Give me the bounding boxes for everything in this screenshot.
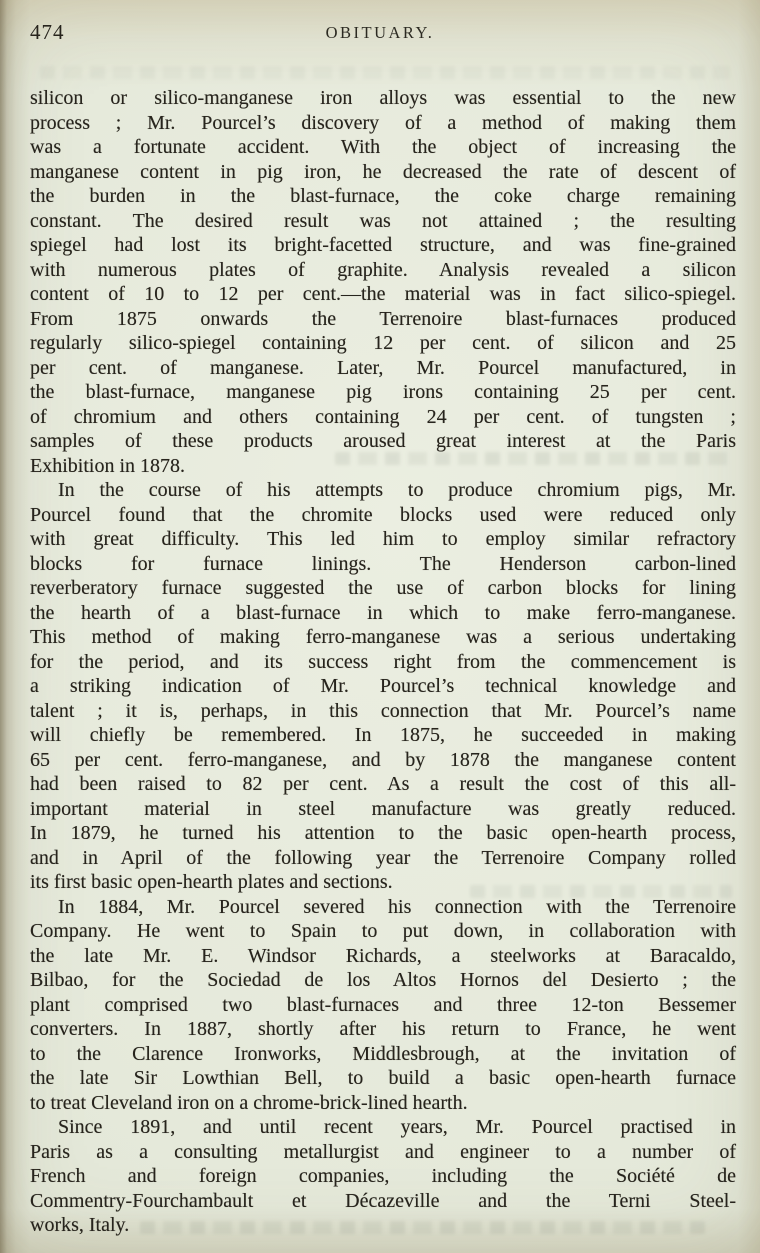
text-line: regularly silico-spiegel containing 12 per cent. of silicon and 25 <box>30 332 736 354</box>
page-number: 474 <box>30 20 65 44</box>
show-through-text <box>40 66 730 79</box>
paragraph <box>30 86 736 478</box>
text-line: converters. In 1887, shortly after his return to France, he went <box>30 1018 736 1040</box>
text-line: Commentry-Fourchambault et Décazeville and the Terni Steel- <box>30 1189 736 1212</box>
text-line: manganese content in pig iron, he decreased the rate of descent of <box>30 160 736 183</box>
text-line: its first basic open-hearth plates and sections. <box>30 871 393 893</box>
text-line: spiegel had lost its bright-facetted structure, and was fine-grained <box>30 234 736 256</box>
text-line: In 1879, he turned his attention to the basic open-hearth process, <box>30 822 736 844</box>
text-line: content of 10 to 12 per cent.—the material was in fact silico-spiegel. <box>30 283 736 305</box>
text-line: Pourcel found that the chromite blocks used were reduced only <box>30 503 736 526</box>
text-line: to the Clarence Ironworks, Middlesbrough, at the invitation of <box>30 1042 736 1065</box>
text-line: and in April of the following year the Terrenoire Company rolled <box>30 846 736 869</box>
text-line: From 1875 onwards the Terrenoire blast-furnaces produced <box>30 307 736 330</box>
text-line: works, Italy. <box>30 1214 130 1236</box>
text-line: French and foreign companies, including the Société de <box>30 1165 736 1187</box>
text-line: reverberatory furnace suggested the use of carbon blocks for lining <box>30 577 736 599</box>
running-head-title: OBITUARY. <box>325 23 435 42</box>
paragraph <box>30 895 736 1116</box>
text-line: with great difficulty. This led him to employ similar refractory <box>30 528 736 550</box>
text-line: the burden in the blast-furnace, the coke charge remaining <box>30 185 736 207</box>
text-line: In 1884, Mr. Pourcel severed his connection with the Terrenoire <box>58 895 736 918</box>
text-line: In the course of his attempts to produce chromium pigs, Mr. <box>58 479 736 501</box>
text-line: constant. The desired result was not attained ; the resulting <box>30 209 736 232</box>
text-line: plant comprised two blast-furnaces and three 12-ton Bessemer <box>30 993 736 1016</box>
text-line: 65 per cent. ferro-manganese, and by 1878 the manganese content <box>30 748 736 771</box>
paragraph <box>30 478 736 895</box>
text-line: a striking indication of Mr. Pourcel’s technical knowledge and <box>30 675 736 697</box>
text-line: talent ; it is, perhaps, in this connection that Mr. Pourcel’s name <box>30 699 736 722</box>
text-line: samples of these products aroused great interest at the Paris <box>30 430 736 452</box>
text-line: important material in steel manufacture was greatly reduced. <box>30 797 736 820</box>
text-line: Paris as a consulting metallurgist and engineer to a number of <box>30 1140 736 1163</box>
text-line: Since 1891, and until recent years, Mr. Pourcel practised in <box>58 1116 736 1138</box>
text-line: process ; Mr. Pourcel’s discovery of a method of making them <box>30 111 736 134</box>
running-header <box>0 18 760 48</box>
text-line: to treat Cleveland iron on a chrome-brick-lined hearth. <box>30 1091 468 1114</box>
text-line: the blast-furnace, manganese pig irons containing 25 per cent. <box>30 381 736 403</box>
text-line: silicon or silico-manganese iron alloys was essential to the new <box>30 87 736 109</box>
text-line: This method of making ferro-manganese was a serious undertaking <box>30 626 736 648</box>
text-line: Exhibition in 1878. <box>30 454 185 477</box>
text-line: the late Mr. E. Windsor Richards, a steelworks at Baracaldo, <box>30 944 736 967</box>
text-line: Company. He went to Spain to put down, in collaboration with <box>30 920 736 942</box>
paragraph <box>30 1115 736 1238</box>
text-line: the hearth of a blast-furnace in which to make ferro-manganese. <box>30 601 736 624</box>
text-line: Bilbao, for the Sociedad de los Altos Hornos del Desierto ; the <box>30 969 736 991</box>
text-line: of chromium and others containing 24 per cent. of tungsten ; <box>30 405 736 428</box>
text-line: for the period, and its success right from the commencement is <box>30 650 736 673</box>
text-line: had been raised to 82 per cent. As a result the cost of this all- <box>30 773 736 795</box>
page-body <box>30 86 736 1238</box>
text-line: per cent. of manganese. Later, Mr. Pourcel manufactured, in <box>30 356 736 379</box>
text-line: with numerous plates of graphite. Analysis revealed a silicon <box>30 258 736 281</box>
text-line: the late Sir Lowthian Bell, to build a basic open-hearth furnace <box>30 1067 736 1089</box>
text-line: will chiefly be remembered. In 1875, he succeeded in making <box>30 724 736 746</box>
text-line: was a fortunate accident. With the object of increasing the <box>30 136 736 158</box>
text-line: blocks for furnace linings. The Henderson carbon-lined <box>30 552 736 575</box>
